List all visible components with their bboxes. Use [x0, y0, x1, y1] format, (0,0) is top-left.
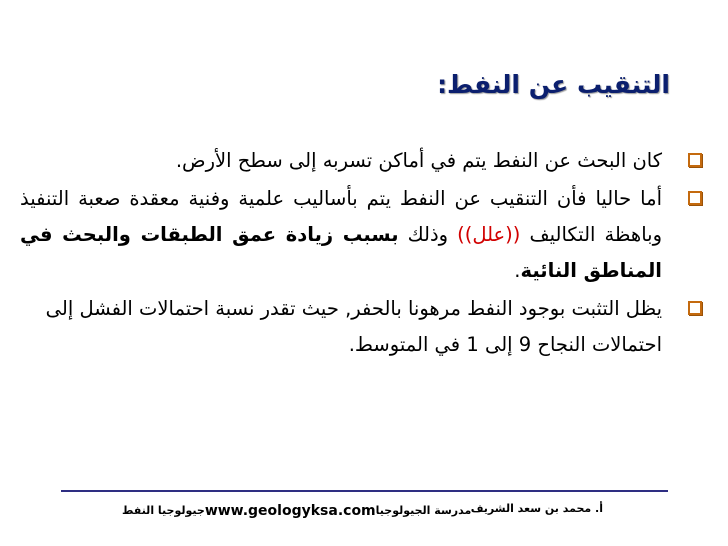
bullet-item	[20, 291, 706, 363]
slide-title: التنقيب عن النفط:	[437, 70, 670, 99]
footer-left	[122, 502, 471, 518]
footer-divider	[61, 490, 668, 492]
bold-text: بسبب زيادة عمق الطبقات والبحث في المناطق النائية	[20, 223, 662, 282]
bullet-box-icon	[688, 191, 702, 205]
footer	[0, 499, 728, 523]
bullet-text: .	[514, 259, 521, 282]
footer-author: أ. محمد بن سعد الشريف	[470, 502, 603, 515]
bullet-text: أما حاليا فأن التنقيب عن النفط يتم بأساليب علمية وفنية معقدة صعبة التنفيذ وباهظة التكاليف	[20, 187, 662, 246]
highlight-red-text: ((علل))	[457, 223, 521, 246]
bullet-box-icon	[688, 153, 702, 167]
footer-course: جيولوجيا النفط	[122, 504, 205, 517]
bullet-text: وذلك	[398, 223, 458, 246]
footer-school: مدرسة الجيولوجيا	[375, 504, 472, 517]
bullet-text: يظل التثبت بوجود النفط مرهونا بالحفر, حيث تقدر نسبة احتمالات الفشل إلى احتمالات النجاح 9 إلى 1 في المتوسط.	[45, 297, 662, 356]
bullet-text: كان البحث عن النفط يتم في أماكن تسربه إلى سطح الأرض.	[175, 149, 662, 172]
footer-url: www.geologyksa.com	[204, 503, 376, 519]
bullet-item	[20, 181, 706, 289]
bullet-item	[20, 143, 706, 179]
bullet-list	[20, 143, 706, 365]
bullet-box-icon	[688, 301, 702, 315]
